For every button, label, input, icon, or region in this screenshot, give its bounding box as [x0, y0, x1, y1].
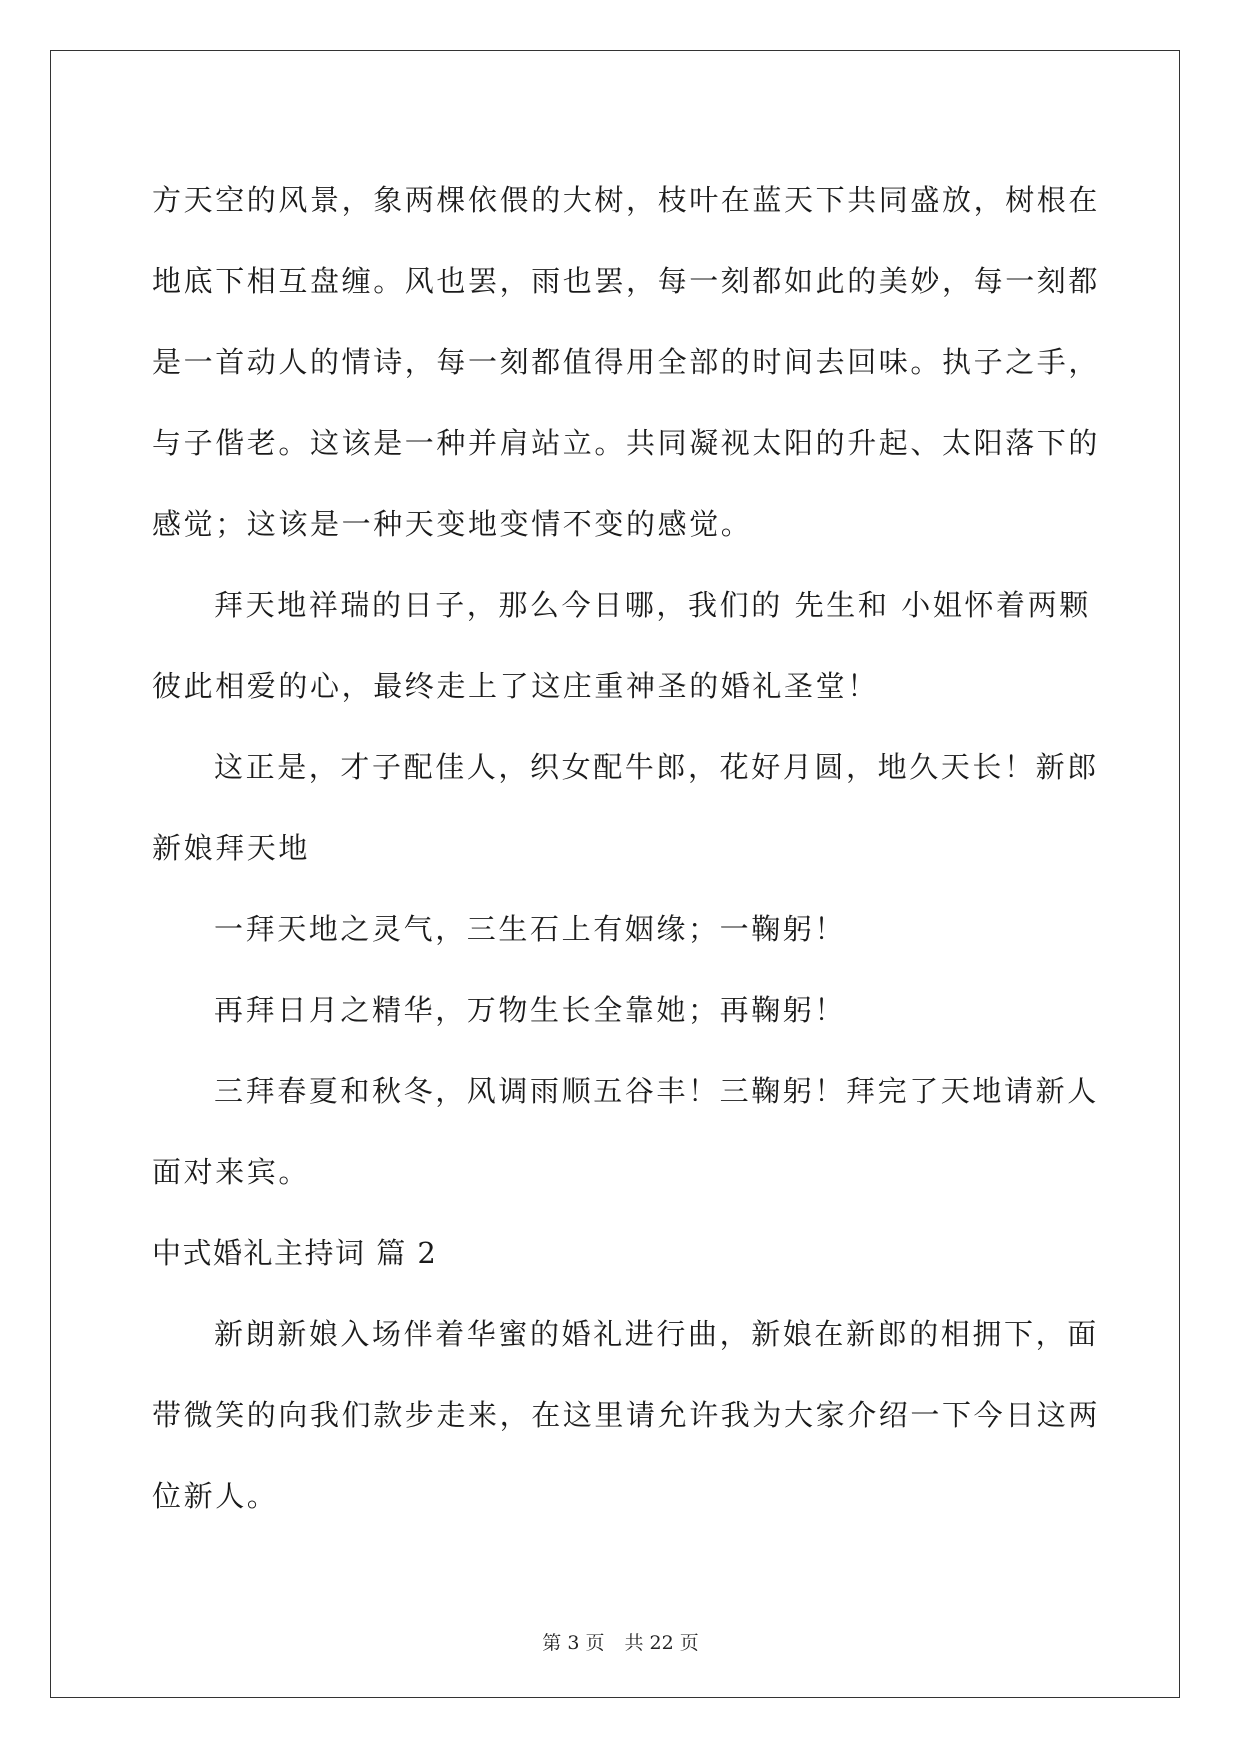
text-line-10: 一拜天地之灵气，三生石上有姻缘；一鞠躬！ — [214, 912, 847, 946]
text-line-8: 这正是，才子配佳人，织女配牛郎，花好月圆，地久天长！新郎 — [214, 750, 1099, 784]
text-line-9: 新娘拜天地 — [152, 831, 311, 865]
document-body — [152, 160, 1101, 1537]
section-heading: 中式婚礼主持词 篇 2 — [152, 1236, 438, 1270]
text-line-3: 是一首动人的情诗，每一刻都值得用全部的时间去回味。执子之手， — [152, 345, 1101, 379]
text-line-12: 三拜春夏和秋冬，风调雨顺五谷丰！三鞠躬！拜完了天地请新人 — [214, 1074, 1099, 1108]
text-line-4: 与子偕老。这该是一种并肩站立。共同凝视太阳的升起、太阳落下的 — [152, 426, 1101, 460]
text-line-11: 再拜日月之精华，万物生长全靠她；再鞠躬！ — [214, 993, 847, 1027]
text-line-5: 感觉；这该是一种天变地变情不变的感觉。 — [152, 507, 753, 541]
page-footer — [0, 1628, 1241, 1655]
text-line-16: 带微笑的向我们款步走来，在这里请允许我为大家介绍一下今日这两 — [152, 1398, 1101, 1432]
text-line-6: 拜天地祥瑞的日子，那么今日哪，我们的 先生和 小姐怀着两颗 — [214, 588, 1091, 622]
text-line-17: 位新人。 — [152, 1479, 279, 1513]
text-line-2: 地底下相互盘缠。风也罢，雨也罢，每一刻都如此的美妙，每一刻都 — [152, 264, 1101, 298]
text-line-15: 新朗新娘入场伴着华蜜的婚礼进行曲，新娘在新郎的相拥下，面 — [214, 1317, 1099, 1351]
text-line-13: 面对来宾。 — [152, 1155, 311, 1189]
page-number: 第 3 页 — [542, 1632, 605, 1654]
text-line-1: 方天空的风景，象两棵依偎的大树，枝叶在蓝天下共同盛放，树根在 — [152, 183, 1101, 217]
page-total: 共 22 页 — [624, 1632, 699, 1654]
text-line-7: 彼此相爱的心，最终走上了这庄重神圣的婚礼圣堂！ — [152, 669, 879, 703]
